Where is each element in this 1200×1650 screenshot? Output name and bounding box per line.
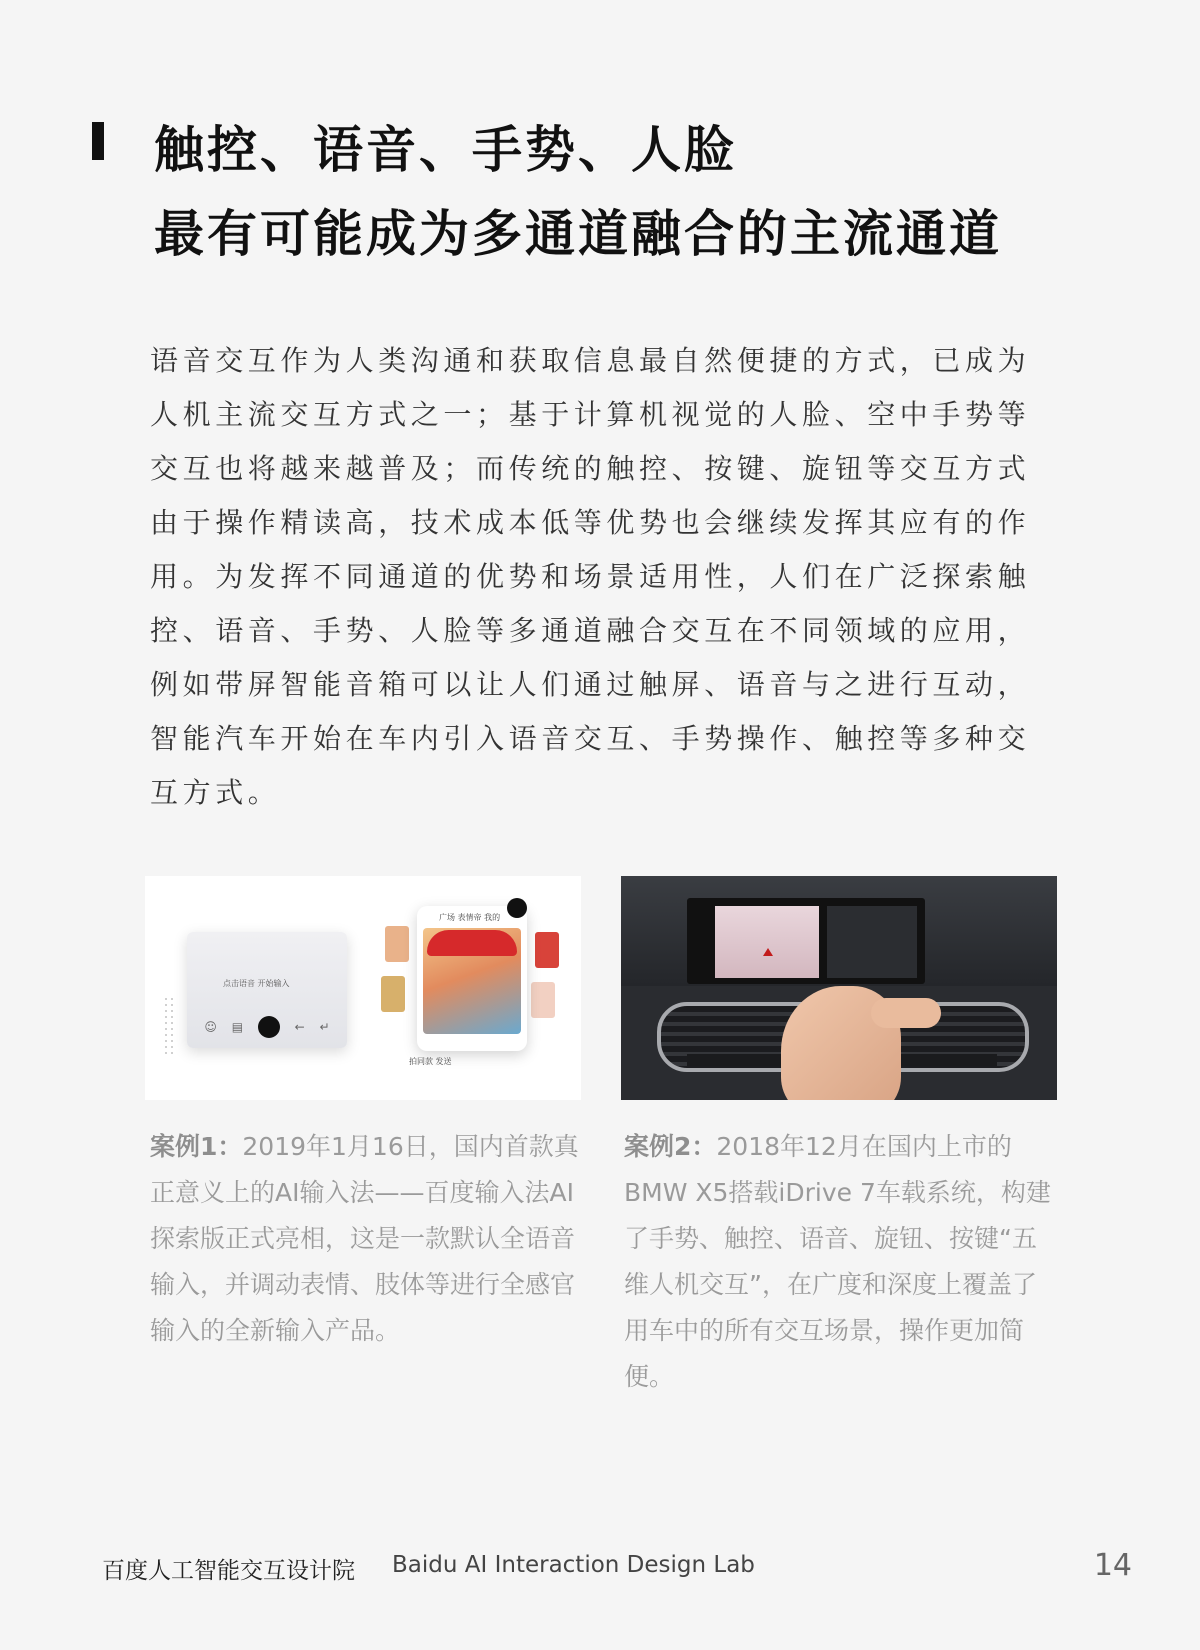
caption-case-1 xyxy=(150,1124,582,1354)
figure-ai-input-method xyxy=(145,876,581,1100)
keyboard-icon: ▤ xyxy=(231,1020,244,1034)
sticker-thumbnail xyxy=(531,982,555,1018)
footer-org-cn: 百度人工智能交互设计院 xyxy=(102,1558,355,1584)
phone-actions: 拍同款 发送 xyxy=(409,1057,452,1066)
title-line-2: 最有可能成为多通道融合的主流通道 xyxy=(154,205,1002,263)
footer-org-en: Baidu AI Interaction Design Lab xyxy=(392,1552,755,1578)
sticker-thumbnail xyxy=(385,926,409,962)
body-paragraph: 语音交互作为人类沟通和获取信息最自然便捷的方式，已成为人机主流交互方式之一；基于计算机视觉的人脸、空中手势等交互也将越来越普及；而传统的触控、按键、旋钮等交互方式由于操作精读高，技术成本低等优势也会继续发挥其应有的作用。为发挥不同通道的优势和场景适用性，人们在广泛探索触控、语音、手势、人脸等多通道融合交互在不同领域的应用，例如带屏智能音箱可以让人们通过触屏、语音与之进行互动，智能汽车开始在车内引入语音交互、手势操作、触控等多种交互方式。 xyxy=(150,344,1031,809)
title-accent-bar xyxy=(92,122,104,160)
caption-label: 案例1： xyxy=(150,1132,243,1161)
meme-cap xyxy=(427,930,517,956)
figure-bmw-idrive xyxy=(621,876,1057,1100)
idrive-screen xyxy=(687,898,925,984)
camera-icon xyxy=(507,898,527,918)
microphone-icon xyxy=(258,1016,280,1038)
map-view xyxy=(715,906,819,978)
caption-text: 2019年1月16日，国内首款真正意义上的AI输入法——百度输入法AI探索版正式亮相，这是一款默认全语音输入，并调动表情、肢体等进行全感官输入的全新输入产品。 xyxy=(150,1132,579,1345)
keyboard-toolbar xyxy=(197,1016,337,1038)
back-arrow-icon: ← xyxy=(294,1020,305,1034)
decorative-dots xyxy=(163,996,175,1056)
phone-mockup xyxy=(417,906,527,1051)
page-number: 14 xyxy=(1093,1548,1132,1583)
keyboard-card xyxy=(187,932,347,1048)
page-title xyxy=(154,108,1002,276)
thumb-gesture xyxy=(871,998,941,1028)
caption-text: 2018年12月在国内上市的BMW X5搭载iDrive 7车载系统，构建了手势、触控、语音、旋钮、按键“五维人机交互”，在广度和深度上覆盖了用车中的所有交互场景，操作更加简便。 xyxy=(624,1132,1051,1391)
navigation-marker-icon xyxy=(763,948,773,956)
caption-label: 案例2： xyxy=(624,1132,717,1161)
phone-header: 广场 表情帝 我的 xyxy=(439,913,501,922)
enter-icon: ↵ xyxy=(319,1020,330,1034)
info-panel xyxy=(827,906,917,978)
sticker-thumbnail xyxy=(381,976,405,1012)
caption-case-2 xyxy=(624,1124,1056,1400)
keyboard-prompt: 点击语音 开始输入 xyxy=(223,979,290,988)
sticker-thumbnail xyxy=(535,932,559,968)
emoji-icon: ☺ xyxy=(204,1020,217,1034)
title-line-1: 触控、语音、手势、人脸 xyxy=(154,121,737,179)
